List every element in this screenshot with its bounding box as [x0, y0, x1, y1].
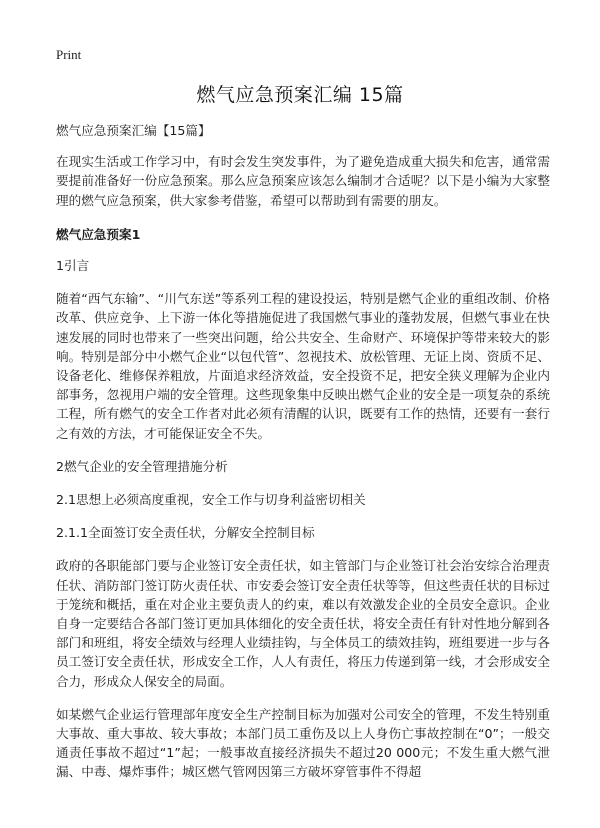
- document-subtitle: 燃气应急预案汇编【15篇】: [56, 123, 211, 138]
- subsection-heading-2-1: 2.1思想上必须高度重视，安全工作与切身利益密切相关: [56, 492, 366, 508]
- document-title: 燃气应急预案汇编 15篇: [196, 84, 404, 106]
- intro-body-paragraph: 随着“西气东输”、“川气东送”等系列工程的建设投运，特别是燃气企业的重组改制、价格改革、供应竞争、上下游一体化等措施促进了我国燃气事业的蓬勃发展，但燃气事业在快速发展的同时也带来了一些突出问题，给公共安全、生命财产、环境保护等带来较大的影响。特别是部分中小燃气企业“以包代管”、忽视技术、放松管理、无证上岗、资质不足、设备老化、维修保养粗放，片面追求经济效益，安全投资不足，把安全狭义理解为企业内部事务，忽视用户端的安全管理。这些现象集中反映出燃气企业的安全是一项复杂的系统工程，所有燃气的安全工作者对此必须有清醒的认识，既要有工作的热情，还要有一套行之有效的方法，才可能保证安全不失。: [56, 291, 550, 441]
- responsibility-paragraph: 政府的各职能部门要与企业签订安全责任状，如主管部门与企业签订社会治安综合治理责任状、消防部门签订防火责任状、市安委会签订安全责任状等等，但这些责任状的目标过于笼统和概括，重在对企业主要负责人的约束，难以有效激发企业的全员安全意识。企业自身一定要结合各部门签订更加具体细化的安全责任状，将安全责任有针对性地分解到各部门和班组，将安全绩效与经理人业绩挂钩，与全体员工的绩效挂钩，班组要进一步与各员工签订安全责任状，形成安全工作，人人有责任，将压力传递到第一线，才会形成安全合力，形成众人保安全的局面。: [56, 558, 550, 689]
- subsection-heading-2-1-1: 2.1.1全面签订安全责任状，分解安全控制目标: [56, 525, 315, 541]
- safety-goals-paragraph: 如某燃气企业运行管理部年度安全生产控制目标为加强对公司安全的管理，不发生特别重大事故、重大事故、较大事故；本部门员工重伤及以上人身伤亡事故控制在“0”；一般交通责任事故不超过“1”起；一般事故直接经济损失不超过20 000元；不发生重大燃气泄漏、中毒、爆炸事件；城区燃气管网因第三方破坏穿管事件不得超: [56, 706, 550, 780]
- document-body: [56, 121, 550, 796]
- subsection-heading-2: 2燃气企业的安全管理措施分析: [56, 458, 228, 474]
- intro-paragraph: 在现实生活或工作学习中，有时会发生突发事件，为了避免造成重大损失和危害，通常需要提前准备好一份应急预案。那么应急预案应该怎么编制才合适呢？以下是小编为大家整理的燃气应急预案，供大家参考借鉴，希望可以帮助到有需要的朋友。: [56, 154, 550, 208]
- subsection-heading-intro: 1引言: [56, 258, 90, 274]
- section-heading: 燃气应急预案1: [56, 226, 141, 242]
- print-link[interactable]: Print: [56, 47, 82, 62]
